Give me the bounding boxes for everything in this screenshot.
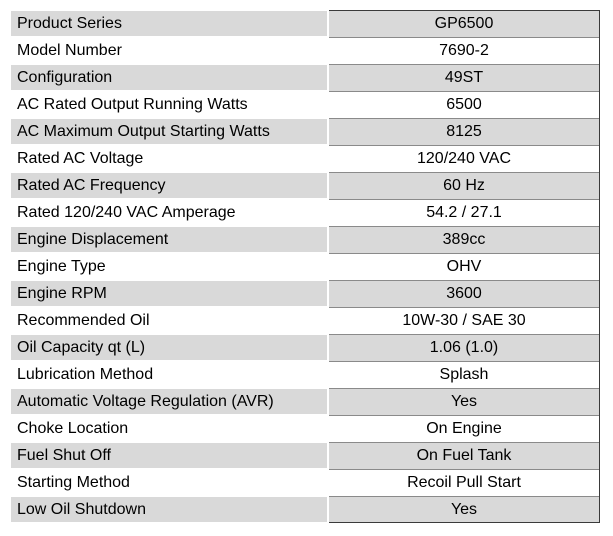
table-row-recommended-oil (11, 307, 600, 334)
spec-value: 54.2 / 27.1 (328, 199, 600, 226)
table-row-lubrication-method (11, 361, 600, 388)
spec-value: 8125 (328, 118, 600, 145)
table-row-oil-capacity (11, 334, 600, 361)
spec-value: 1.06 (1.0) (328, 334, 600, 361)
table-row-engine-rpm (11, 280, 600, 307)
spec-value: Recoil Pull Start (328, 469, 600, 496)
spec-label: AC Rated Output Running Watts (11, 91, 328, 118)
spec-label: Engine Type (11, 253, 328, 280)
spec-label: Engine RPM (11, 280, 328, 307)
spec-value: 120/240 VAC (328, 145, 600, 172)
spec-value: Splash (328, 361, 600, 388)
spec-value: OHV (328, 253, 600, 280)
spec-label: Model Number (11, 37, 328, 64)
table-row-ac-frequency (11, 172, 600, 199)
spec-label: Oil Capacity qt (L) (11, 334, 328, 361)
table-row-low-oil-shutdown (11, 496, 600, 522)
spec-label: Starting Method (11, 469, 328, 496)
table-row-choke-location (11, 415, 600, 442)
table-row-amperage (11, 199, 600, 226)
spec-label: Choke Location (11, 415, 328, 442)
spec-label: Product Series (11, 10, 328, 37)
spec-label: Rated 120/240 VAC Amperage (11, 199, 328, 226)
spec-value: 60 Hz (328, 172, 600, 199)
table-row-starting-watts (11, 118, 600, 145)
table-row-model-number (11, 37, 600, 64)
spec-label: Fuel Shut Off (11, 442, 328, 469)
spec-label: AC Maximum Output Starting Watts (11, 118, 328, 145)
spec-label: Rated AC Voltage (11, 145, 328, 172)
table-row-starting-method (11, 469, 600, 496)
spec-label: Recommended Oil (11, 307, 328, 334)
spec-value: Yes (328, 388, 600, 415)
spec-label: Engine Displacement (11, 226, 328, 253)
spec-value: 6500 (328, 91, 600, 118)
spec-value: 10W-30 / SAE 30 (328, 307, 600, 334)
table-row-engine-type (11, 253, 600, 280)
spec-value: 389cc (328, 226, 600, 253)
table-row-configuration (11, 64, 600, 91)
spec-label: Configuration (11, 64, 328, 91)
spec-value: On Engine (328, 415, 600, 442)
table-row-engine-displacement (11, 226, 600, 253)
spec-value: GP6500 (328, 10, 600, 37)
table-row-ac-voltage (11, 145, 600, 172)
table-row-fuel-shut-off (11, 442, 600, 469)
spec-value: 3600 (328, 280, 600, 307)
spec-label: Rated AC Frequency (11, 172, 328, 199)
table-row-running-watts (11, 91, 600, 118)
spec-label: Lubrication Method (11, 361, 328, 388)
spec-value: Yes (328, 496, 600, 522)
spec-value: 7690-2 (328, 37, 600, 64)
spec-value: 49ST (328, 64, 600, 91)
table-row-product-series (11, 10, 600, 37)
spec-label: Low Oil Shutdown (11, 496, 328, 522)
spec-label: Automatic Voltage Regulation (AVR) (11, 388, 328, 415)
spec-value: On Fuel Tank (328, 442, 600, 469)
spec-table (11, 9, 600, 523)
table-row-avr (11, 388, 600, 415)
